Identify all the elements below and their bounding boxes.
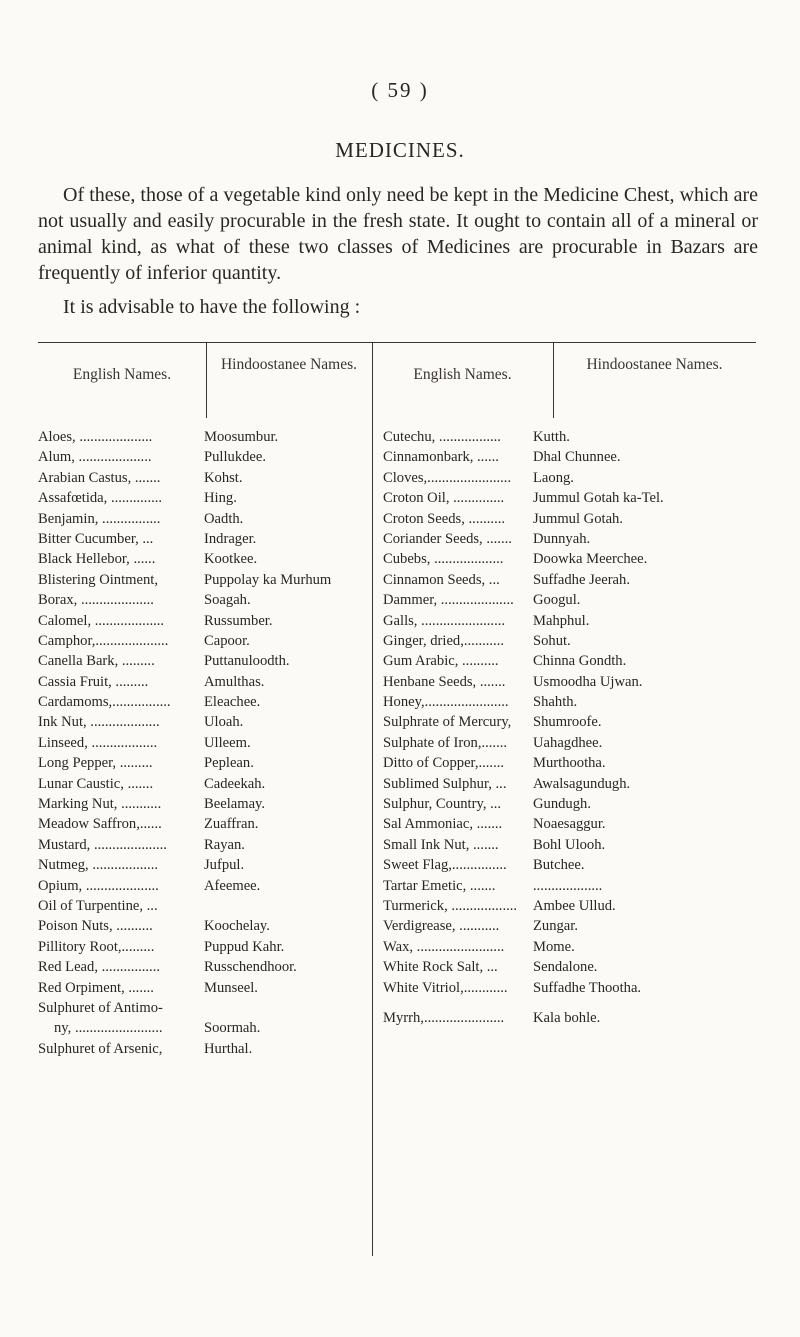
table-row — [383, 1008, 763, 1028]
table-top-rule — [38, 342, 756, 343]
english-name: Lunar Caustic, ....... — [38, 775, 154, 792]
table-row — [383, 447, 763, 467]
hindoostanee-name: Puppud Kahr. — [204, 938, 285, 955]
hindoostanee-name: Munseel. — [204, 979, 258, 996]
english-name: Henbane Seeds, ....... — [383, 673, 506, 690]
hindoostanee-name: Sendalone. — [533, 959, 598, 976]
english-name: Linseed, .................. — [38, 734, 158, 751]
hindoostanee-name: Koochelay. — [204, 918, 270, 935]
hindoostanee-name: ................... — [533, 877, 603, 894]
table-row — [38, 733, 368, 753]
hindoostanee-name: Googul. — [533, 592, 581, 609]
hindoostanee-name: Dunnyah. — [533, 530, 591, 547]
table-row — [38, 753, 368, 773]
table-row — [38, 651, 368, 671]
english-name: Camphor,.................... — [38, 632, 169, 649]
hindoostanee-name: Oadth. — [204, 510, 244, 527]
table-row — [38, 916, 368, 936]
table-row — [38, 672, 368, 692]
english-name: White Rock Salt, ... — [383, 959, 498, 976]
english-name: Sweet Flag,............... — [383, 857, 507, 874]
hindoostanee-name: Usmoodha Ujwan. — [533, 673, 643, 690]
intro-paragraph: Of these, those of a vegetable kind only need be kept in the Medicine Chest, which are not usually and easily procurable in the fresh state. It ought to contain all of a mineral or animal kind, as what of these two classes of Medicines are procurable in Bazars are frequently of inferior quantity. — [38, 184, 758, 284]
english-name: Blistering Ointment, — [38, 571, 158, 588]
table-row — [38, 692, 368, 712]
hindoostanee-name: Puttanuloodth. — [204, 653, 290, 670]
english-name: Alum, .................... — [38, 449, 152, 466]
english-name: Sublimed Sulphur, ... — [383, 775, 507, 792]
table-row — [38, 1039, 368, 1059]
header-english-left: English Names. — [72, 366, 172, 383]
table-row — [38, 447, 368, 467]
hindoostanee-name: Dhal Chunnee. — [533, 449, 621, 466]
hindoostanee-name: Puppolay ka Murhum — [204, 571, 332, 588]
table-row — [383, 509, 763, 529]
table-row — [38, 876, 368, 896]
hindoostanee-name: Rayan. — [204, 836, 245, 853]
hindoostanee-name: Chinna Gondth. — [533, 653, 627, 670]
table-row — [383, 896, 763, 916]
table-header — [38, 356, 756, 416]
table-row — [383, 570, 763, 590]
english-name: Small Ink Nut, ....... — [383, 836, 499, 853]
english-name: Gum Arabic, .......... — [383, 653, 499, 670]
hindoostanee-name: Beelamay. — [204, 796, 266, 813]
english-name: Cloves,....................... — [383, 469, 512, 486]
table-row — [38, 835, 368, 855]
hindoostanee-name: Eleachee. — [204, 694, 261, 711]
english-name: Calomel, ................... — [38, 612, 165, 629]
english-name: Coriander Seeds, ....... — [383, 530, 512, 547]
hindoostanee-name: Peplean. — [204, 755, 254, 772]
hindoostanee-name: Awalsagundugh. — [533, 775, 631, 792]
english-name: Sal Ammoniac, ....... — [383, 816, 503, 833]
hindoostanee-name: Kutth. — [533, 429, 570, 445]
table-row — [38, 814, 368, 834]
header-english-right: English Names. — [413, 366, 512, 383]
header-hindoostanee-left: Hindoostanee Names. — [220, 356, 358, 373]
english-name: Nutmeg, .................. — [38, 857, 158, 874]
english-name: Croton Oil, .............. — [383, 490, 505, 507]
hindoostanee-name: Mahphul. — [533, 612, 590, 629]
lead-sentence: It is advisable to have the following : — [63, 296, 361, 318]
hindoostanee-name: Shumroofe. — [533, 714, 602, 731]
hindoostanee-name: Cadeekah. — [204, 775, 266, 792]
table-row — [38, 855, 368, 875]
table-row — [38, 488, 368, 508]
english-name: Bitter Cucumber, ... — [38, 530, 154, 547]
table-row — [383, 916, 763, 936]
english-name: Cardamoms,................ — [38, 694, 171, 711]
hindoostanee-name: Noaesaggur. — [533, 816, 606, 833]
hindoostanee-name: Uahagdhee. — [533, 734, 603, 751]
table-row — [383, 611, 763, 631]
hindoostanee-name: Zungar. — [533, 918, 578, 935]
table-row — [38, 570, 368, 590]
hindoostanee-name: Moosumbur. — [204, 429, 279, 445]
table-row — [383, 855, 763, 875]
english-name: Arabian Castus, ....... — [38, 469, 161, 486]
english-name: Cassia Fruit, ......... — [38, 673, 149, 690]
table-row — [38, 590, 368, 610]
english-name: Black Hellebor, ...... — [38, 551, 156, 568]
english-name — [38, 998, 163, 1039]
hindoostanee-name: Soagah. — [204, 592, 251, 609]
table-row — [383, 814, 763, 834]
hindoostanee-name: Capoor. — [204, 632, 250, 649]
table-row — [383, 835, 763, 855]
hindoostanee-name: Mome. — [533, 938, 575, 955]
header-hindoostanee-right: Hindoostanee Names. — [586, 356, 723, 373]
table-row — [383, 876, 763, 896]
table-row — [38, 937, 368, 957]
table-row — [38, 957, 368, 977]
english-name-line2: ny, ........................ — [54, 1020, 163, 1037]
english-name: Sulphur, Country, ... — [383, 796, 502, 813]
english-name: Red Orpiment, ....... — [38, 979, 154, 996]
table-row — [38, 774, 368, 794]
left-column-list — [38, 427, 368, 1059]
english-name: Canella Bark, ......... — [38, 653, 155, 670]
english-name: Aloes, .................... — [38, 429, 153, 445]
hindoostanee-name: Hurthal. — [204, 1040, 253, 1057]
table-row — [38, 794, 368, 814]
english-name: Pillitory Root,......... — [38, 938, 155, 955]
table-row — [38, 896, 368, 916]
english-name: White Vitriol,............ — [383, 979, 508, 996]
hindoostanee-name: Jummul Gotah ka-Tel. — [533, 490, 664, 507]
hindoostanee-name: Laong. — [533, 469, 574, 486]
english-name: Wax, ........................ — [383, 938, 505, 955]
hindoostanee-name: Kohst. — [204, 469, 243, 486]
table-row — [38, 549, 368, 569]
hindoostanee-name: Indrager. — [204, 530, 257, 547]
english-name: Turmerick, .................. — [383, 897, 518, 914]
english-name: Meadow Saffron,...... — [38, 816, 162, 833]
english-name: Sulphrate of Mercury, — [383, 714, 512, 731]
table-row — [383, 529, 763, 549]
hindoostanee-name: Doowka Meerchee. — [533, 551, 648, 568]
table-row — [38, 631, 368, 651]
hindoostanee-name: Kala bohle. — [533, 1009, 601, 1026]
table-row — [38, 712, 368, 732]
english-name: Mustard, .................... — [38, 836, 167, 853]
table-row — [383, 774, 763, 794]
hindoostanee-name: Amulthas. — [204, 673, 265, 690]
table-row — [38, 978, 368, 998]
english-name: Ditto of Copper,....... — [383, 755, 505, 772]
english-name: Assafœtida, .............. — [38, 490, 163, 507]
table-row — [383, 978, 763, 998]
table-row — [383, 957, 763, 977]
table-row — [383, 590, 763, 610]
hindoostanee-name: Russchendhoor. — [204, 959, 297, 976]
hindoostanee-name: Sohut. — [533, 632, 571, 649]
table-row — [383, 937, 763, 957]
english-name-line1: Sulphuret of Antimo- — [38, 999, 163, 1016]
english-name: Cutechu, ................. — [383, 429, 501, 445]
hindoostanee-name: Hing. — [204, 490, 237, 507]
table-row — [383, 468, 763, 488]
english-name: Verdigrease, ........... — [383, 918, 500, 935]
english-name: Tartar Emetic, ....... — [383, 877, 496, 894]
english-name: Ginger, dried,........... — [383, 632, 505, 649]
english-name: Honey,....................... — [383, 694, 509, 711]
table-row — [383, 631, 763, 651]
table-row — [383, 753, 763, 773]
hindoostanee-name: Afeemee. — [204, 877, 261, 894]
hindoostanee-name: Butchee. — [533, 857, 585, 874]
english-name: Dammer, .................... — [383, 592, 514, 609]
table-row — [383, 672, 763, 692]
table-row — [38, 611, 368, 631]
english-name: Opium, .................... — [38, 877, 159, 894]
column-divider-center — [372, 342, 373, 1256]
english-name: Cinnamon Seeds, ... — [383, 571, 500, 588]
table-row — [383, 427, 763, 447]
english-name: Galls, ....................... — [383, 612, 506, 629]
table-row — [383, 692, 763, 712]
english-name: Ink Nut, ................... — [38, 714, 160, 731]
english-name: Cubebs, ................... — [383, 551, 504, 568]
hindoostanee-name: Kootkee. — [204, 551, 258, 568]
hindoostanee-name: Uloah. — [204, 714, 244, 731]
english-name: Sulphate of Iron,....... — [383, 734, 508, 751]
table-row — [38, 509, 368, 529]
english-name: Poison Nuts, .......... — [38, 918, 153, 935]
english-name: Myrrh,...................... — [383, 1009, 505, 1026]
table-row — [38, 998, 368, 1039]
page-number: ( 59 ) — [371, 78, 429, 102]
english-name: Benjamin, ................ — [38, 510, 161, 527]
english-name: Long Pepper, ......... — [38, 755, 153, 772]
right-column-list — [383, 427, 763, 1028]
english-name: Croton Seeds, .......... — [383, 510, 506, 527]
table-row — [383, 712, 763, 732]
table-row — [383, 488, 763, 508]
hindoostanee-name: Gundugh. — [533, 796, 591, 813]
table-row — [38, 468, 368, 488]
table-row — [383, 733, 763, 753]
hindoostanee-name: Murthootha. — [533, 755, 606, 772]
hindoostanee-name: Jufpul. — [204, 857, 245, 874]
english-name: Cinnamonbark, ...... — [383, 449, 499, 466]
english-name: Sulphuret of Arsenic, — [38, 1040, 163, 1057]
hindoostanee-name: Bohl Ulooh. — [533, 836, 606, 853]
hindoostanee-name: Shahth. — [533, 694, 578, 711]
table-row — [38, 427, 368, 447]
english-name: Marking Nut, ........... — [38, 796, 162, 813]
hindoostanee-name: Zuaffran. — [204, 816, 259, 833]
hindoostanee-name: Jummul Gotah. — [533, 510, 623, 527]
hindoostanee-name: Soormah. — [204, 1020, 261, 1037]
hindoostanee-name: Ulleem. — [204, 734, 251, 751]
english-name: Red Lead, ................ — [38, 959, 160, 976]
hindoostanee-name: Pullukdee. — [204, 449, 267, 466]
english-name: Oil of Turpentine, ... — [38, 897, 158, 914]
english-name: Borax, .................... — [38, 592, 154, 609]
hindoostanee-name: Ambee Ullud. — [533, 897, 616, 914]
hindoostanee-name: Suffadhe Thootha. — [533, 979, 642, 996]
page-heading: MEDICINES. — [335, 138, 465, 162]
table-row — [383, 651, 763, 671]
table-row — [383, 549, 763, 569]
table-row — [383, 794, 763, 814]
hindoostanee-name: Suffadhe Jeerah. — [533, 571, 630, 588]
table-row — [38, 529, 368, 549]
hindoostanee-name: Russumber. — [204, 612, 273, 629]
